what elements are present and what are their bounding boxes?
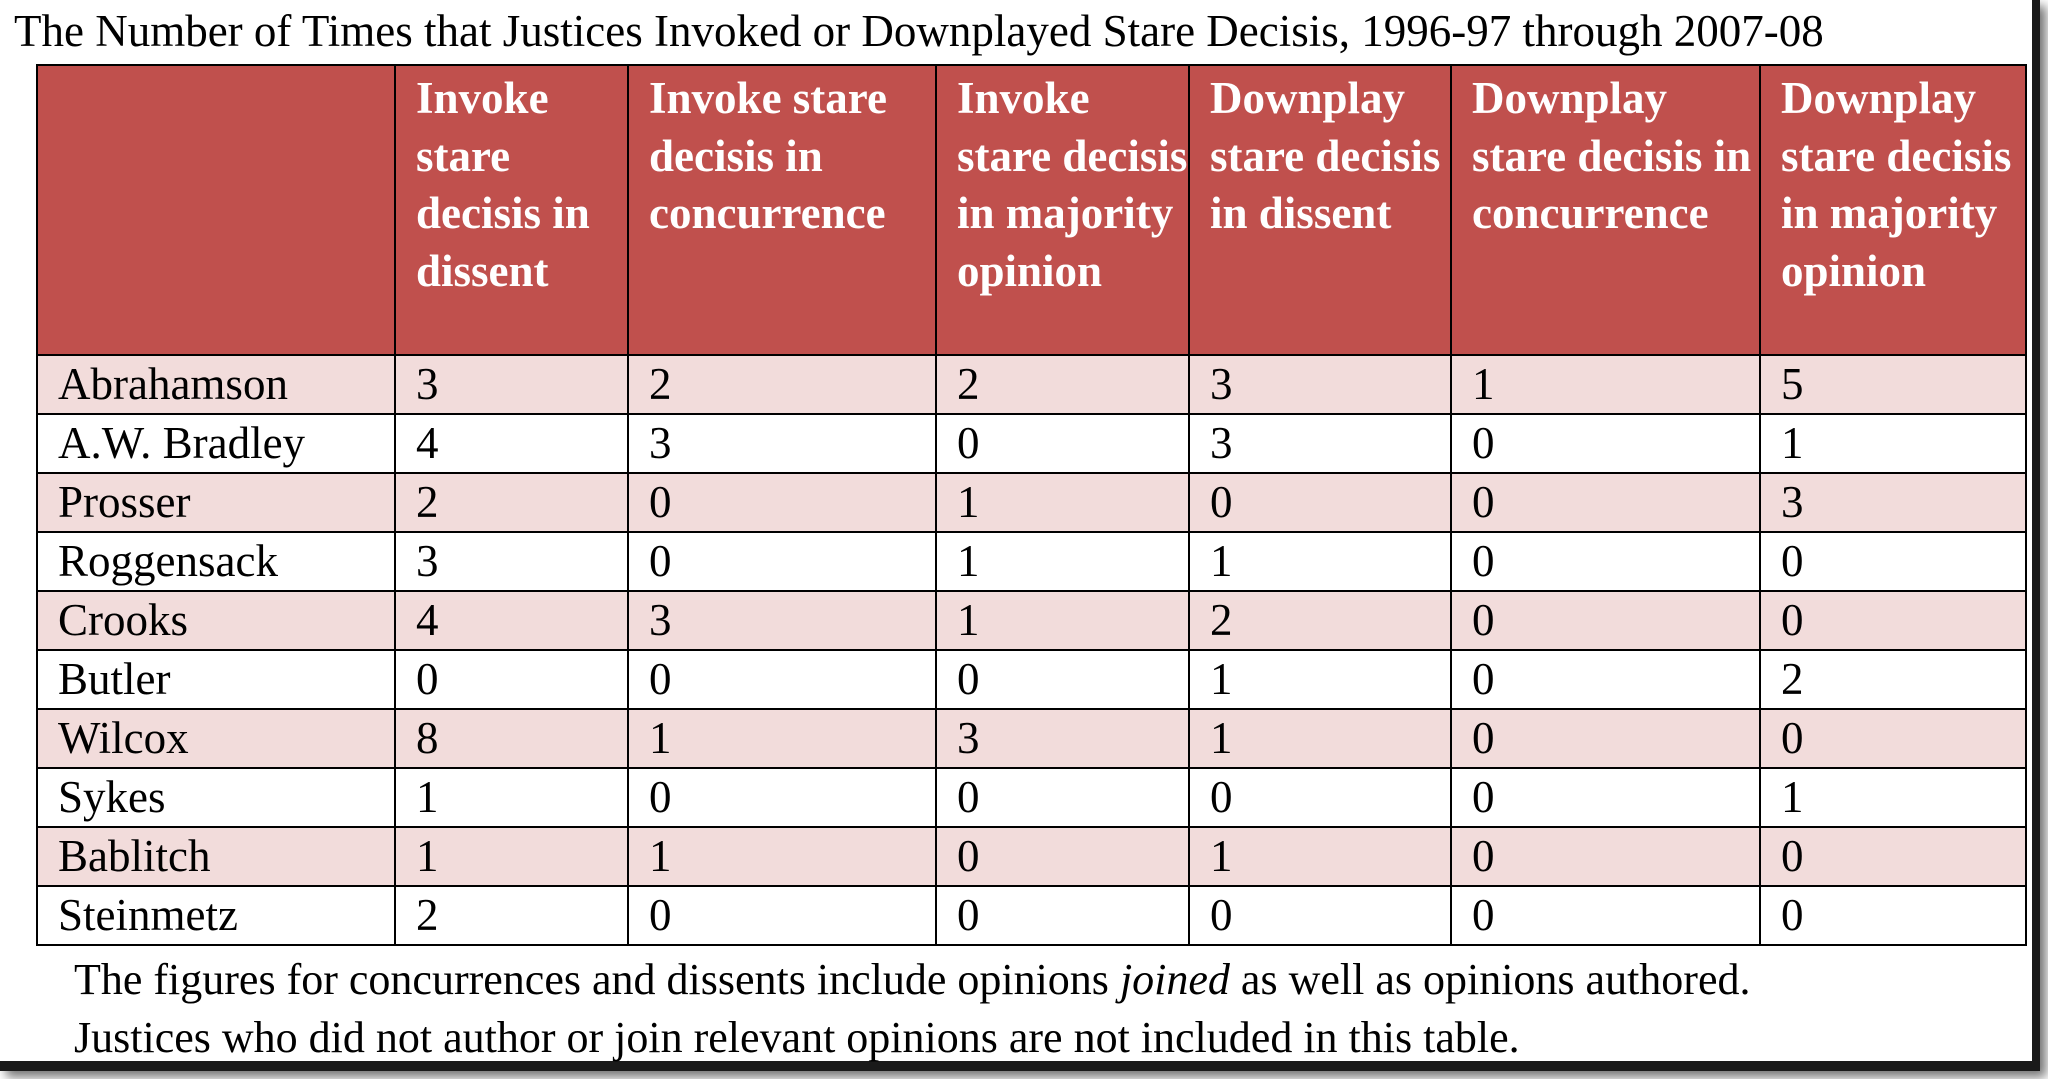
table-row (37, 473, 2026, 532)
count-cell: 0 (628, 473, 936, 532)
header-corner-cell (37, 65, 395, 355)
footnote-emphasis: joined (1119, 955, 1230, 1004)
count-cell: 1 (1189, 709, 1451, 768)
count-cell: 0 (1760, 532, 2026, 591)
count-cell: 0 (1189, 886, 1451, 945)
count-cell: 2 (628, 355, 936, 414)
count-cell: 1 (1760, 414, 2026, 473)
column-header: Invoke stare decisis in majority opinion (936, 65, 1189, 355)
table-row (37, 886, 2026, 945)
count-cell: 3 (936, 709, 1189, 768)
column-header: Downplay stare decisis in majority opinion (1760, 65, 2026, 355)
count-cell: 4 (395, 414, 628, 473)
count-cell: 0 (1760, 591, 2026, 650)
count-cell: 0 (1760, 886, 2026, 945)
count-cell: 3 (395, 355, 628, 414)
count-cell: 0 (395, 650, 628, 709)
table-row (37, 827, 2026, 886)
count-cell: 1 (936, 473, 1189, 532)
count-cell: 0 (1189, 473, 1451, 532)
count-cell: 0 (628, 532, 936, 591)
count-cell: 3 (1189, 355, 1451, 414)
count-cell: 1 (628, 709, 936, 768)
justice-name-cell: Prosser (37, 473, 395, 532)
count-cell: 2 (1760, 650, 2026, 709)
table-footnote (74, 951, 2014, 1067)
count-cell: 1 (1189, 827, 1451, 886)
count-cell: 5 (1760, 355, 2026, 414)
count-cell: 0 (1451, 591, 1760, 650)
justice-name-cell: Sykes (37, 768, 395, 827)
count-cell: 0 (1760, 827, 2026, 886)
count-cell: 0 (1451, 650, 1760, 709)
justice-name-cell: Crooks (37, 591, 395, 650)
count-cell: 0 (936, 886, 1189, 945)
count-cell: 0 (1760, 709, 2026, 768)
count-cell: 0 (936, 650, 1189, 709)
count-cell: 0 (1451, 532, 1760, 591)
table-row (37, 414, 2026, 473)
count-cell: 3 (1760, 473, 2026, 532)
count-cell: 0 (1451, 886, 1760, 945)
column-header: Downplay stare decisis in concurrence (1451, 65, 1760, 355)
table-row (37, 532, 2026, 591)
header-row (37, 65, 2026, 355)
justice-name-cell: Steinmetz (37, 886, 395, 945)
count-cell: 0 (936, 414, 1189, 473)
count-cell: 3 (1189, 414, 1451, 473)
count-cell: 0 (1451, 709, 1760, 768)
count-cell: 1 (1189, 650, 1451, 709)
count-cell: 2 (1189, 591, 1451, 650)
table-row (37, 709, 2026, 768)
table-row (37, 591, 2026, 650)
count-cell: 1 (1760, 768, 2026, 827)
count-cell: 1 (1189, 532, 1451, 591)
count-cell: 8 (395, 709, 628, 768)
count-cell: 3 (395, 532, 628, 591)
count-cell: 0 (1451, 768, 1760, 827)
count-cell: 1 (628, 827, 936, 886)
count-cell: 0 (1189, 768, 1451, 827)
count-cell: 4 (395, 591, 628, 650)
count-cell: 0 (1451, 473, 1760, 532)
count-cell: 3 (628, 414, 936, 473)
count-cell: 0 (1451, 414, 1760, 473)
justice-name-cell: A.W. Bradley (37, 414, 395, 473)
count-cell: 0 (936, 827, 1189, 886)
count-cell: 1 (1451, 355, 1760, 414)
justice-name-cell: Bablitch (37, 827, 395, 886)
count-cell: 0 (628, 650, 936, 709)
count-cell: 1 (936, 532, 1189, 591)
column-header: Invoke stare decisis in concurrence (628, 65, 936, 355)
count-cell: 0 (628, 768, 936, 827)
table-title: The Number of Times that Justices Invoked or Downplayed Stare Decisis, 1996-97 through 2007-08 (14, 6, 1824, 56)
count-cell: 2 (936, 355, 1189, 414)
table-row (37, 650, 2026, 709)
table-row (37, 355, 2026, 414)
count-cell: 3 (628, 591, 936, 650)
table-row (37, 768, 2026, 827)
justice-name-cell: Butler (37, 650, 395, 709)
footnote-text: as well as opinions authored. (1229, 955, 1751, 1004)
footnote-line-2: Justices who did not author or join relevant opinions are not included in this table. (74, 1013, 1520, 1062)
count-cell: 0 (936, 768, 1189, 827)
footnote-line-1 (74, 951, 2014, 1009)
justice-name-cell: Roggensack (37, 532, 395, 591)
count-cell: 1 (395, 827, 628, 886)
count-cell: 2 (395, 886, 628, 945)
footnote-text: The figures for concurrences and dissents include opinions (74, 955, 1120, 1004)
stare-decisis-table (36, 64, 2027, 946)
count-cell: 1 (936, 591, 1189, 650)
count-cell: 0 (628, 886, 936, 945)
count-cell: 0 (1451, 827, 1760, 886)
column-header: Invoke stare decisis in dissent (395, 65, 628, 355)
count-cell: 1 (395, 768, 628, 827)
column-header: Downplay stare decisis in dissent (1189, 65, 1451, 355)
table-body (37, 355, 2026, 945)
justice-name-cell: Wilcox (37, 709, 395, 768)
count-cell: 2 (395, 473, 628, 532)
justice-name-cell: Abrahamson (37, 355, 395, 414)
